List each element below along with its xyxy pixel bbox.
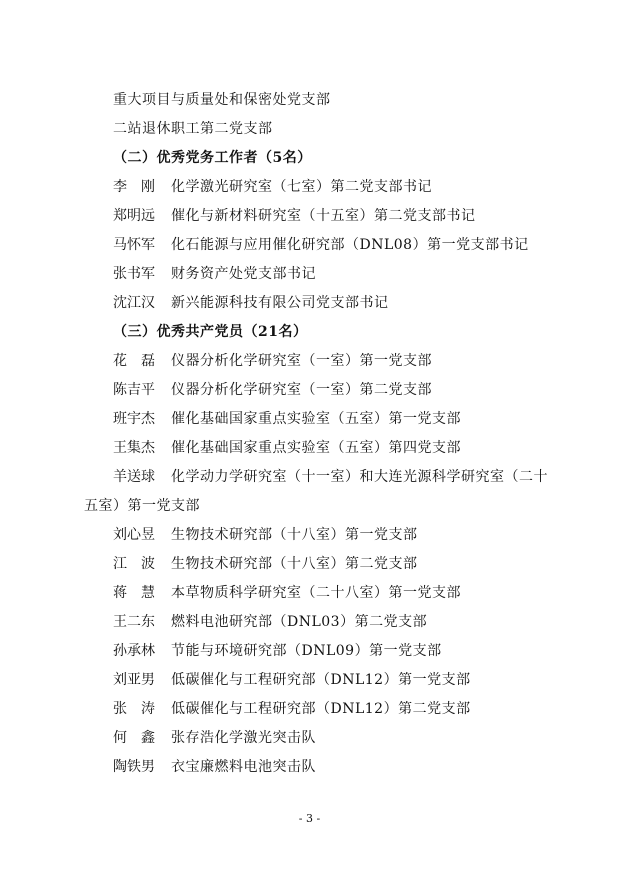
unit-text: 衣宝廉燃料电池突击队 [171,759,316,775]
branch-line: 二站退休职工第二党支部 [113,121,273,137]
person-name: 班宇杰 [113,411,155,427]
person-name: 刘亚男 [113,672,155,688]
page-number: - 3 - [298,812,321,825]
person-name: 郑明远 [113,208,155,224]
unit-text: 催化与新材料研究室（十五室）第二党支部书记 [171,208,476,224]
award-entry [113,642,442,660]
award-entry [113,265,316,283]
person-name: 张 涛 [113,701,155,717]
unit-text: 财务资产处党支部书记 [171,266,316,282]
unit-text: 燃料电池研究部（DNL03）第二党支部 [171,614,428,630]
award-entry [113,410,461,428]
branch-line: 重大项目与质量处和保密处党支部 [113,92,331,108]
unit-text: 催化基础国家重点实验室（五室）第四党支部 [171,440,461,456]
person-name: 王集杰 [113,440,155,456]
unit-text: 本草物质科学研究室（二十八室）第一党支部 [171,585,461,601]
person-name: 马怀军 [113,237,155,253]
unit-text: 低碳催化与工程研究部（DNL12）第一党支部 [171,672,471,688]
award-entry [113,671,471,689]
person-name: 张书军 [113,266,155,282]
award-entry [113,700,471,718]
unit-text: 仪器分析化学研究室（一室）第二党支部 [171,382,432,398]
award-entry [113,555,418,573]
unit-text: 生物技术研究部（十八室）第二党支部 [171,556,418,572]
award-entry [113,613,427,631]
section-heading: （三）优秀共产党员（21名） [113,324,308,340]
unit-text: 生物技术研究部（十八室）第一党支部 [171,527,418,543]
person-name: 李 刚 [113,179,155,195]
unit-text: 催化基础国家重点实验室（五室）第一党支部 [171,411,461,427]
award-entry [113,294,389,312]
person-name: 蒋 慧 [113,585,155,601]
award-entry [113,526,418,544]
award-entry [113,584,461,602]
unit-text: 低碳催化与工程研究部（DNL12）第二党支部 [171,701,471,717]
person-name: 王二东 [113,614,155,630]
unit-text: 张存浩化学激光突击队 [171,730,316,746]
person-name: 刘心昱 [113,527,155,543]
person-name: 陶铁男 [113,759,155,775]
section-heading: （二）优秀党务工作者（5名） [113,150,312,166]
person-name: 孙承林 [113,643,155,659]
award-entry [113,729,316,747]
person-name: 陈吉平 [113,382,155,398]
unit-text: 化石能源与应用催化研究部（DNL08）第一党支部书记 [171,237,529,253]
unit-text: 化学激光研究室（七室）第二党支部书记 [171,179,432,195]
person-name: 何 鑫 [113,730,155,746]
award-entry [113,758,316,776]
unit-text: 新兴能源科技有限公司党支部书记 [171,295,389,311]
person-name: 沈江汉 [113,295,155,311]
unit-text-continued: 五室）第一党支部 [84,498,200,514]
unit-text: 节能与环境研究部（DNL09）第一党支部 [171,643,442,659]
award-entry [113,236,529,254]
award-entry [113,381,432,399]
award-entry [113,468,548,486]
person-name: 江 波 [113,556,155,572]
award-entry [113,439,461,457]
unit-text: 仪器分析化学研究室（一室）第一党支部 [171,353,432,369]
award-entry [113,207,476,225]
person-name: 花 磊 [113,353,155,369]
person-name: 羊送球 [113,469,155,485]
award-entry [113,352,432,370]
unit-text: 化学动力学研究室（十一室）和大连光源科学研究室（二十 [171,469,548,485]
award-entry [113,178,432,196]
